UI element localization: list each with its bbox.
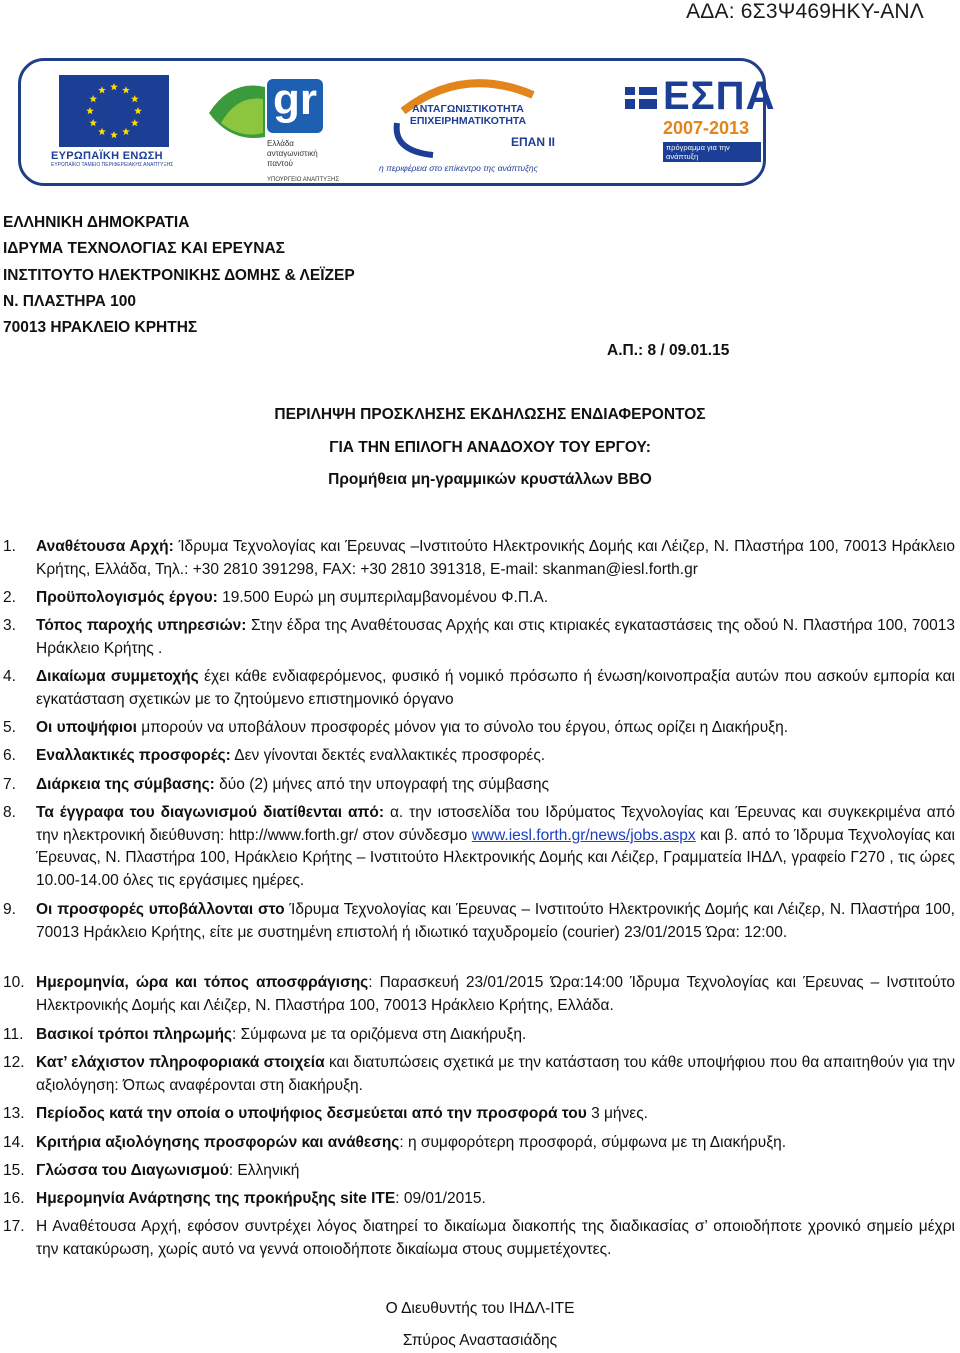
list-item: 10. Ημερομηνία, ώρα και τόπος αποσφράγισης: Παρασκευή 23/01/2015 Ώρα:14:00 Ίδρυμα Τεχνολογίας και Έρευνας – Ινστιτούτο Ηλεκτρονικής Δομής και Λέιζερ, Ν. Πλαστήρα 100, 70013 Ηράκλειο Κρήτης, Ελλάδα. xyxy=(3,974,955,1014)
espa-sublabel: πρόγραμμα για την ανάπτυξη xyxy=(663,142,761,162)
eu-star-icon xyxy=(89,95,97,102)
list-item: 2. Προϋπολογισμός έργου: 19.500 Ευρώ μη συμπεριλαμβανομένου Φ.Π.Α. xyxy=(3,589,549,606)
list-item: 6. Εναλλακτικές προσφορές: Δεν γίνονται δεκτές εναλλακτικές προσφορές. xyxy=(3,747,546,764)
espa-logo xyxy=(621,74,776,175)
list-item: 13. Περίοδος κατά την οποία ο υποψήφιος δεσμεύεται από την προσφορά του 3 μήνες. xyxy=(3,1105,648,1122)
list-item: 11. Βασικοί τρόποι πληρωμής: Σύμφωνα με τα οριζόμενα στη Διακήρυξη. xyxy=(3,1026,527,1043)
ada-code: ΑΔΑ: 6Σ3Ψ469ΗΚΥ-ΑΝΛ xyxy=(686,0,924,23)
espa-years: 2007-2013 xyxy=(663,118,750,138)
header-line: ΙΝΣΤΙΤΟΥΤΟ ΗΛΕΚΤΡΟΝΙΚΗΣ ΔΟΜΗΣ & ΛΕΪΖΕΡ xyxy=(3,266,355,284)
eu-star-icon xyxy=(110,131,118,138)
list-item: 16. Ημερομηνία Ανάρτησης της προκήρυξης site ΙΤΕ: 09/01/2015. xyxy=(3,1190,486,1207)
list-item: 12. Κατ’ ελάχιστον πληροφοριακά στοιχεία και διατυπώσεις σχετικά με την κατάσταση του κάθε υποψήφιου που θα απαιτηθούν για την αξιολόγηση: Όπως αναφέρονται στη διακήρυξη. xyxy=(3,1054,955,1094)
signatory-role: Ο Διευθυντής του ΙΗΔΛ-ΙΤΕ xyxy=(385,1300,575,1317)
issuer-header xyxy=(3,210,355,341)
eu-star-icon xyxy=(98,86,106,93)
logo-banner xyxy=(18,58,776,186)
gr-mark-text: gr xyxy=(273,75,317,124)
doc-title-line1: ΠΕΡΙΛΗΨΗ ΠΡΟΣΚΛΗΣΗΣ ΕΚΔΗΛΩΣΗΣ ΕΝΔΙΑΦΕΡΟΝΤΟΣ xyxy=(274,406,706,423)
epan-label: ΕΠΑΝ ΙΙ xyxy=(511,135,556,149)
header-line: 70013 ΗΡΑΚΛΕΙΟ ΚΡΗΤΗΣ xyxy=(3,319,198,337)
espa-flag-icon xyxy=(621,83,661,143)
list-item: 7. Διάρκεια της σύμβασης: δύο (2) μήνες από την υπογραφή της σύμβασης xyxy=(3,776,549,793)
protocol-number: Α.Π.: 8 / 09.01.15 xyxy=(607,342,730,359)
list-item: 5. Οι υποψήφιοι μπορούν να υποβάλουν προσφορές μόνον για το σύνολο του έργου, όπως ορίζει η Διακήρυξη. xyxy=(3,719,789,736)
jobs-link[interactable]: www.iesl.forth.gr/news/jobs.aspx xyxy=(471,826,696,844)
greece-competitive-logo xyxy=(201,73,351,183)
gr-sublabel: Ελλάδα ανταγωνιστική παντού ΥΠΟΥΡΓΕΙΟ ΑΝΑΠΤΥΞΗΣ xyxy=(267,139,340,183)
eu-star-icon xyxy=(122,128,130,135)
list-item: 3. Τόπος παροχής υπηρεσιών: Στην έδρα της Αναθέτουσας Αρχής και στις κτιριακές εγκαταστάσεις της οδού Ν. Πλαστήρα 100, 70013 Ηράκλειο Κρήτης . xyxy=(3,617,955,657)
header-line: Ν. ΠΛΑΣΤΗΡΑ 100 xyxy=(3,292,137,310)
doc-title-line3: Προμήθεια μη-γραμμικών κρυστάλλων BBO xyxy=(328,471,652,488)
epan-logo xyxy=(373,71,563,177)
eu-sublabel: ΕΥΡΩΠΑΪΚΟ ΤΑΜΕΙΟ ΠΕΡΙΦΕΡΕΙΑΚΗΣ ΑΝΑΠΤΥΞΗΣ xyxy=(51,162,174,168)
signatory-name: Σπύρος Αναστασιάδης xyxy=(402,1332,558,1349)
doc-title-line2: ΓΙΑ ΤΗΝ ΕΠΙΛΟΓΗ ΑΝΑΔΟΧΟΥ ΤΟΥ ΕΡΓΟΥ: xyxy=(329,439,651,456)
eu-star-icon xyxy=(98,128,106,135)
eu-star-icon xyxy=(110,83,118,90)
eu-star-icon xyxy=(86,107,94,114)
espa-title: ΕΣΠΑ xyxy=(663,74,776,118)
list-item: 8. Τα έγγραφα του διαγωνισμού διατίθενται από: α. την ιστοσελίδα του Ιδρύματος Τεχνολογίας και Έρευνας και συγκεκριμένα από την ηλεκτρονική διεύθυνση: http://www.forth.gr/ στον σύνδεσμο www.iesl.forth.gr/news/jobs.aspx και β. από το Ίδρυμα Τεχνολογίας και Έρευνας, Ν. Πλαστήρα 100, Ηράκλειο Κρήτης – Ινστιτούτο Ηλεκτρονικής Δομής και Λέιζερ, Γραμματεία ΙΗΔΛ, γραφείο Γ270 , τις ώρες 10.00-14.00 όλες τις εργάσιμες ημέρες. xyxy=(3,804,955,889)
eu-star-icon xyxy=(89,119,97,126)
eu-star-icon xyxy=(134,107,142,114)
eu-star-icon xyxy=(131,95,139,102)
epan-title: ΑΝΤΑΓΩΝΙΣΤΙΚΟΤΗΤΑ ΕΠΙΧΕΙΡΗΜΑΤΙΚΟΤΗΤΑ xyxy=(409,103,527,127)
list-item: 1. Αναθέτουσα Αρχή: Ίδρυμα Τεχνολογίας και Έρευνας –Ινστιτούτο Ηλεκτρονικής Δομής και Λέιζερ, Ν. Πλαστήρα 100, 70013 Ηράκλειο Κρήτης, Ελλάδα, Τηλ.: +30 2810 391298, FAX: +30 2810 391318, E-mail: skanman@iesl.forth.gr xyxy=(3,538,955,578)
list-item: 4. Δικαίωμα συμμετοχής έχει κάθε ενδιαφερόμενος, φυσικό ή νομικό πρόσωπο ή ένωση/κοινοπραξία αυτών που ασκούν εμπορία και εγκατάσταση σχετικών με το ζητούμενο επιστημονικό όργανο xyxy=(3,668,955,708)
list-item: 9. Οι προσφορές υποβάλλονται στο Ίδρυμα Τεχνολογίας και Έρευνας – Ινστιτούτο Ηλεκτρονικής Δομής και Λέιζερ, Ν. Πλαστήρα 100, 70013 Ηράκλειο Κρήτης, είτε με συστημένη επιστολή ή ιδιωτικό ταχυδρομείο (courier) 23/01/2015 Ώρα: 12:00. xyxy=(3,901,955,941)
eu-logo xyxy=(51,75,177,175)
header-line: ΙΔΡΥΜΑ ΤΕΧΝΟΛΟΓΙΑΣ ΚΑΙ ΕΡΕΥΝΑΣ xyxy=(3,240,285,258)
list-item: 17. Η Αναθέτουσα Αρχή, εφόσον συντρέχει λόγος διατηρεί το δικαίωμα διακοπής της διαδικασίας σ’ οποιοδήποτε χρονικό σημείο μέχρι την κατακύρωση, χωρίς αυτό να γεννά οποιοδήποτε δικαίωμα στους συμμετέχοντες. xyxy=(3,1218,955,1258)
list-item: 14. Κριτήρια αξιολόγησης προσφορών και ανάθεσης: η συμφορότερη προσφορά, σύμφωνα με τη Διακήρυξη. xyxy=(3,1134,787,1151)
eu-label: ΕΥΡΩΠΑΪΚΗ ΕΝΩΣΗ xyxy=(51,150,163,162)
eu-star-icon xyxy=(131,119,139,126)
eu-star-icon xyxy=(122,86,130,93)
epan-sublabel: η περιφέρεια στο επίκεντρο της ανάπτυξης xyxy=(379,163,538,173)
header-line: ΕΛΛΗΝΙΚΗ ΔΗΜΟΚΡΑΤΙΑ xyxy=(3,214,190,231)
eu-flag-icon xyxy=(59,75,169,147)
list-item: 15. Γλώσσα του Διαγωνισμού: Ελληνική xyxy=(3,1162,300,1179)
